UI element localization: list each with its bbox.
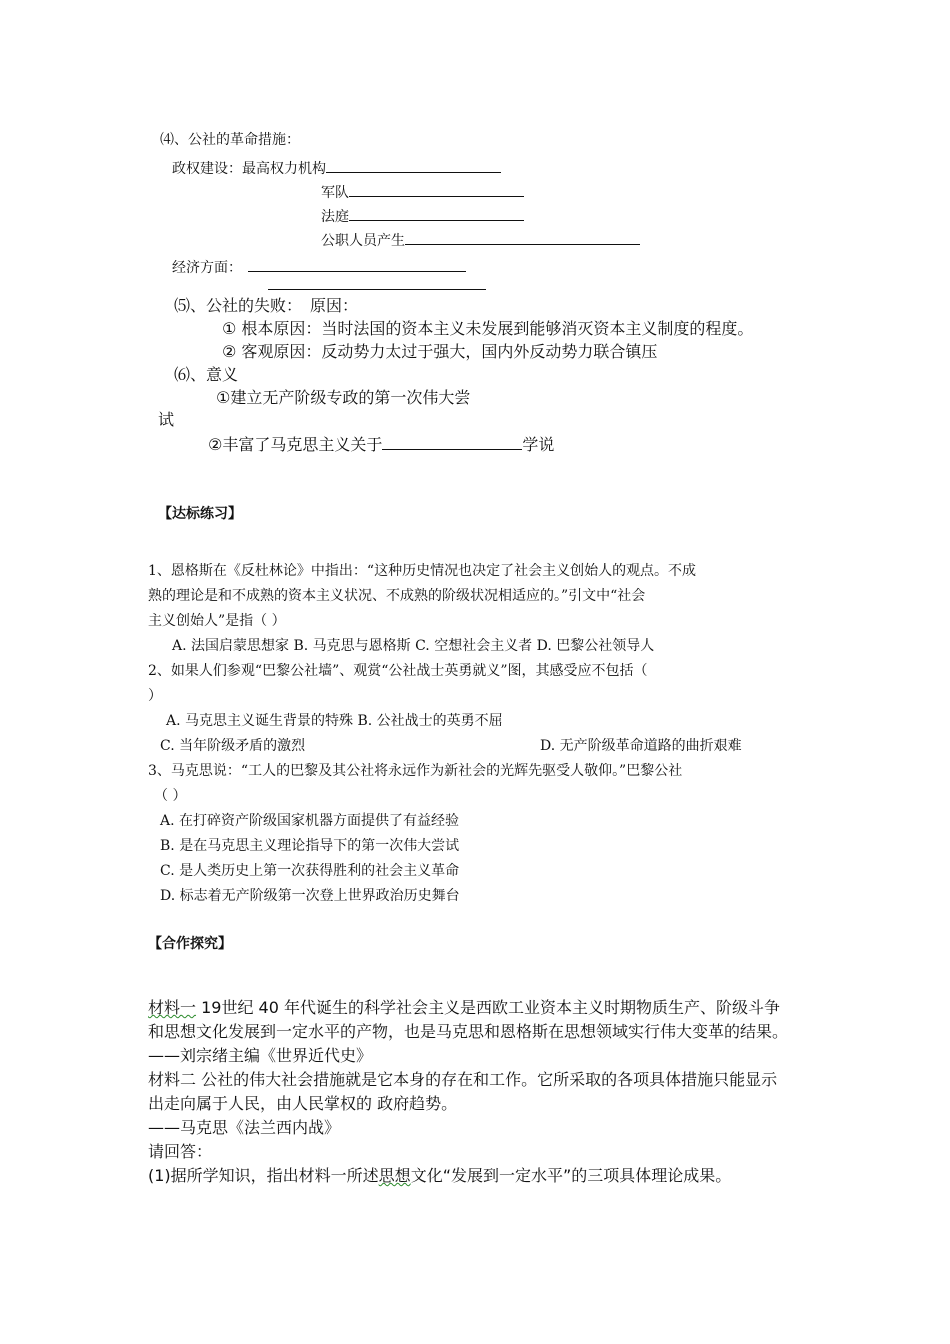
coop-heading: 【合作探究】: [148, 936, 232, 952]
q1-suffix: 文化“发展到一定水平”的三项具体理论成果。: [410, 1166, 732, 1185]
court-blank[interactable]: [349, 206, 524, 221]
sec6-item2-suffix: 学说: [522, 435, 555, 454]
politics-label: 政权建设：最高权力机构: [172, 161, 326, 177]
army-label: 军队: [321, 185, 349, 201]
sec5-objective-cause: ② 客观原因：反动势力太过于强大，国内外反动势力联合镇压: [222, 342, 658, 361]
economy-row: [172, 257, 466, 277]
q3-option-d: D. 标志着无产阶级第一次登上世界政治历史舞台: [160, 888, 460, 904]
m1-line1: [148, 998, 780, 1018]
coop-question-1: [148, 1166, 731, 1186]
economy-label: 经济方面：: [172, 260, 242, 276]
q1-line2: 熟的理论是和不成熟的资本主义状况、不成熟的阶级状况相适应的。”引文中“社会: [148, 588, 646, 604]
q2-line1: 2、如果人们参观“巴黎公社墙”、观赏“公社战士英勇就义”图，其感受应不包括（: [148, 663, 648, 679]
politics-blank[interactable]: [326, 158, 501, 173]
sec6-item2-row: [208, 433, 554, 455]
economy-blank-1[interactable]: [248, 257, 466, 272]
sec5-title: ⑸、公社的失败： 原因：: [174, 296, 359, 315]
court-row: [321, 206, 524, 226]
sec5-root-cause: ① 根本原因：当时法国的资本主义未发展到能够消灭资本主义制度的程度。: [222, 319, 754, 338]
practice-heading: 【达标练习】: [158, 506, 242, 522]
q2-line2: ）: [148, 688, 162, 704]
q2-options-ab: A. 马克思主义诞生背景的特殊 B. 公社战士的英勇不屈: [166, 713, 503, 729]
m2-line1: 材料二 公社的伟大社会措施就是它本身的存在和工作。它所采取的各项具体措施只能显示: [148, 1070, 778, 1089]
q1-options: A. 法国启蒙思想家 B. 马克思与恩格斯 C. 空想社会主义者 D. 巴黎公社领导人: [172, 638, 655, 654]
q2-option-c: C. 当年阶级矛盾的激烈: [160, 738, 306, 754]
officials-label: 公职人员产生: [321, 233, 405, 249]
q1-line3: 主义创始人”是指（ ）: [148, 613, 286, 629]
q1-line1: 1、恩格斯在《反杜林论》中指出：“这种历史情况也决定了社会主义创始人的观点。不成: [148, 563, 697, 579]
theory-blank[interactable]: [382, 433, 522, 450]
q1-wavy-word: 思想: [378, 1166, 411, 1185]
sec6-item1-wrap: 试: [158, 410, 175, 429]
m1-line2: 和思想文化发展到一定水平的产物，也是马克思和恩格斯在思想领域实行伟大变革的结果。: [148, 1022, 789, 1041]
m1-label: 材料一: [148, 998, 197, 1017]
sec6-item1: ①建立无产阶级专政的第一次伟大尝: [216, 388, 471, 407]
q3-option-a: A. 在打碎资产阶级国家机器方面提供了有益经验: [160, 813, 460, 829]
q1-prefix: (1)据所学知识，指出材料一所述: [148, 1166, 379, 1185]
q3-line2: （ ）: [154, 788, 187, 804]
sec6-title: ⑹、意义: [174, 365, 239, 384]
m1-line1-text: 19世纪 40 年代诞生的科学社会主义是西欧工业资本主义时期物质生产、阶级斗争: [196, 998, 780, 1017]
army-row: [321, 182, 524, 202]
sec6-item2-prefix: ②丰富了马克思主义关于: [208, 435, 383, 454]
sec4-title: ⑷、公社的革命措施：: [160, 132, 300, 148]
m2-source: ——马克思《法兰西内战》: [148, 1118, 341, 1137]
q3-line1: 3、马克思说：“工人的巴黎及其公社将永远作为新社会的光辉先驱受人敬仰。”巴黎公社: [148, 763, 683, 779]
q3-option-c: C. 是人类历史上第一次获得胜利的社会主义革命: [160, 863, 460, 879]
ask-label: 请回答：: [148, 1142, 213, 1161]
q2-option-d: D. 无产阶级革命道路的曲折艰难: [540, 738, 742, 754]
m2-line2: 出走向属于人民，由人民掌权的 政府趋势。: [148, 1094, 458, 1113]
army-blank[interactable]: [349, 182, 524, 197]
officials-blank[interactable]: [405, 230, 640, 245]
politics-row: [172, 158, 501, 178]
q3-option-b: B. 是在马克思主义理论指导下的第一次伟大尝试: [160, 838, 460, 854]
economy-blank-2[interactable]: [268, 289, 486, 290]
court-label: 法庭: [321, 209, 349, 225]
officials-row: [321, 230, 640, 250]
m1-source: ——刘宗绪主编《世界近代史》: [148, 1046, 373, 1065]
